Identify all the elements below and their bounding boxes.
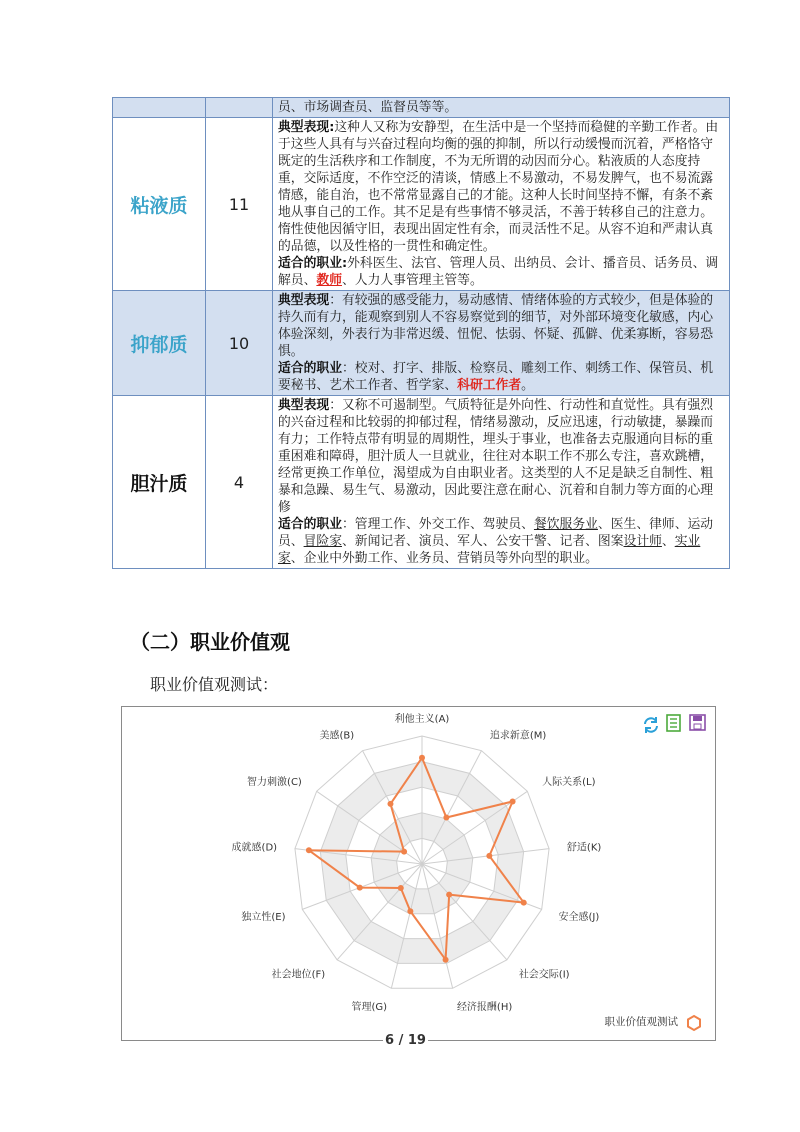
empty-cell xyxy=(113,98,206,118)
job-text: 、新闻记者、演员、军人、公安干警、记者、图案 xyxy=(341,534,624,549)
legend-marker xyxy=(688,1016,700,1030)
job-text: ：管理工作、外交工作、驾驶员、 xyxy=(341,517,534,532)
job-text: 、医生、律师、运动员、 xyxy=(278,517,714,549)
temperament-table xyxy=(112,97,730,569)
radar-axis-label: 安全感(J) xyxy=(558,911,600,923)
highlight-job: 科研工作者 xyxy=(457,378,522,393)
toolbox xyxy=(645,715,705,733)
radar-point xyxy=(510,798,516,804)
table-row xyxy=(113,98,730,118)
job-text: 、人力人事管理主管等。 xyxy=(341,273,483,288)
data-view-icon[interactable] xyxy=(667,715,680,731)
radar-axis-label: 成就感(D) xyxy=(231,842,278,854)
radar-point xyxy=(306,847,312,853)
desc-label: 典型表现 xyxy=(278,293,330,308)
radar-point xyxy=(486,853,492,859)
section-title: （二）职业价值观 xyxy=(130,630,290,654)
radar-axis-label: 美感(B) xyxy=(319,730,355,742)
radar-axis-label: 经济报酬(H) xyxy=(456,1001,513,1013)
temperament-score: 11 xyxy=(206,118,273,291)
radar-point xyxy=(521,900,527,906)
radar-point xyxy=(443,957,449,963)
radar-point xyxy=(398,885,404,891)
table-row-choleric xyxy=(113,396,730,569)
desc-text: ：有较强的感受能力，易动感情、情绪体验的方式较少，但是体验的持久而有力，能观察到别人不容易察觉到的细节，对外部环境变化敏感，内心体验深刻，外表行为非常迟缓、忸怩、怯弱、怀疑、孤僻、优柔寡断，容易恐惧。 xyxy=(278,293,714,359)
page-number: 6 / 19 xyxy=(385,1033,426,1048)
temperament-name: 抑郁质 xyxy=(113,291,206,396)
radar-point xyxy=(401,849,407,855)
continuation-text: 员、市场调查员、监督员等等。 xyxy=(273,98,730,118)
radar-point xyxy=(446,892,452,898)
table-row-phlegmatic xyxy=(113,118,730,291)
intro-text: 职业价值观测试： xyxy=(150,675,279,694)
radar-point xyxy=(357,885,363,891)
underlined-job: 实业家 xyxy=(278,534,701,566)
empty-cell xyxy=(206,98,273,118)
radar-axis-label: 人际关系(L) xyxy=(542,777,596,789)
temperament-score: 10 xyxy=(206,291,273,396)
table-row-melancholic xyxy=(113,291,730,396)
radar-grid xyxy=(295,736,549,988)
job-label: 适合的职业 xyxy=(278,517,342,532)
radar-axis-label: 利他主义(A) xyxy=(394,714,450,725)
temperament-description xyxy=(273,118,730,291)
save-image-icon[interactable] xyxy=(690,715,705,730)
temperament-name: 胆汁质 xyxy=(113,396,206,569)
radar-axis-label: 管理(G) xyxy=(351,1001,388,1013)
temperament-description xyxy=(273,291,730,396)
underlined-job: 冒险家 xyxy=(303,534,342,549)
radar-axis-label: 独立性(E) xyxy=(241,911,286,923)
radar-chart-panel xyxy=(121,706,716,1041)
radar-axis-label: 智力刺激(C) xyxy=(247,777,302,789)
temperament-description xyxy=(273,396,730,569)
job-label: 适合的职业: xyxy=(278,256,348,271)
desc-text: 这种人又称为安静型，在生活中是一个坚持而稳健的辛勤工作者。由于这些人具有与兴奋过程向均衡的强的抑制，所以行动缓慢而沉着，严格恪守既定的生活秩序和工作制度，不为无所谓的动因而分心。粘液质的人态度持重，交际适度，不作空泛的清谈，情感上不易激动，不易发脾气，也不易流露情感，能自治，也不常常显露自己的才能。这种人长时间坚持不懈，有条不紊地从事自己的工作。其不足是有些事情不够灵活，不善于转移自己的注意力。惰性使他因循守旧，表现出固定性有余，而灵活性不足。从容不迫和严肃认真的品德，以及性格的一贯性和确定性。 xyxy=(278,120,719,254)
underlined-job: 设计师 xyxy=(623,534,662,549)
radar-point xyxy=(387,801,393,807)
radar-axis-label: 舒适(K) xyxy=(566,842,602,854)
job-text: ：校对、打字、排版、检察员、雕刻工作、刺绣工作、保管员、机要秘书、艺术工作者、哲学家、 xyxy=(278,361,714,393)
job-text: 外科医生、法官、管理人员、出纳员、会计、播音员、话务员、调解员、 xyxy=(278,256,719,288)
desc-label: 典型表现 xyxy=(278,398,330,413)
legend[interactable] xyxy=(605,1015,701,1030)
temperament-name: 粘液质 xyxy=(113,118,206,291)
radar-axis-label: 社会地位(F) xyxy=(271,969,326,981)
legend-label: 职业价值观测试 xyxy=(604,1016,678,1028)
underlined-job: 餐饮服务业 xyxy=(533,517,598,532)
radar-point xyxy=(407,908,413,914)
job-text: 、 xyxy=(661,534,675,549)
refresh-icon[interactable] xyxy=(645,717,657,733)
radar-axis-label: 追求新意(M) xyxy=(489,730,547,742)
highlight-job: 教师 xyxy=(316,273,342,288)
radar-chart xyxy=(122,707,715,1040)
radar-point xyxy=(419,755,425,761)
radar-point xyxy=(443,815,449,821)
job-text: 、企业中外勤工作、业务员、营销员等外向型的职业。 xyxy=(290,551,598,566)
temperament-score: 4 xyxy=(206,396,273,569)
job-label: 适合的职业 xyxy=(278,361,342,376)
desc-text: ：又称不可遏制型。气质特征是外向性、行动性和直觉性。具有强烈的兴奋过程和比较弱的抑郁过程，情绪易激动，反应迅速，行动敏捷，暴躁而有力；工作特点带有明显的周期性，埋头于事业，也准备去克服通向目标的重重困难和障碍，胆汁质人一旦就业，往往对本职工作不那么专注，喜欢跳槽，经常更换工作单位，渴望成为自由职业者。这类型的人不足是缺乏自制性、粗暴和急躁、易生气、易激动，因此要注意在耐心、沉着和自制力等方面的心理修 xyxy=(278,398,714,515)
radar-axis-label: 社会交际(I) xyxy=(518,969,570,981)
desc-label: 典型表现: xyxy=(278,120,335,135)
job-text: 。 xyxy=(521,378,534,393)
